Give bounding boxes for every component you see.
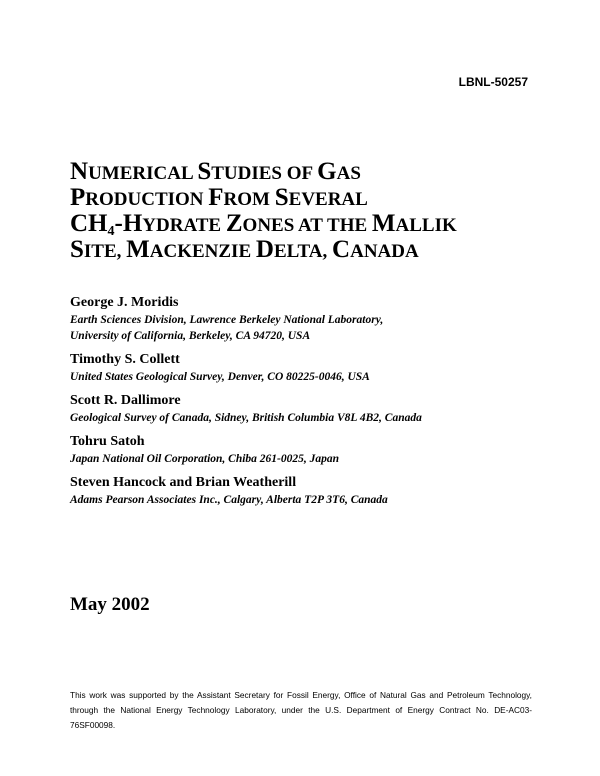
document-title [70, 160, 550, 264]
author-affiliation: United States Geological Survey, Denver, CO 80225-0046, USA [70, 371, 370, 383]
author-name: Timothy S. Collett [70, 352, 180, 367]
report-number: LBNL-50257 [458, 75, 528, 89]
author-affiliation: University of California, Berkeley, CA 94720, USA [70, 330, 311, 342]
author-list [70, 294, 550, 515]
author-name: Tohru Satoh [70, 434, 145, 449]
author-block [70, 294, 550, 344]
author-affiliation: Geological Survey of Canada, Sidney, British Columbia V8L 4B2, Canada [70, 412, 422, 424]
title-line-2: PRODUCTION FROM SEVERAL [70, 184, 368, 211]
author-block [70, 474, 550, 508]
funding-acknowledgment: This work was supported by the Assistant Secretary for Fossil Energy, Office of Natural Gas and Petroleum Technology, through the National Energy Technology Laboratory, under the U.S. Department of Energy Contract No. DE-AC03-76SF00098. [70, 690, 532, 731]
title-line-4: SITE, MACKENZIE DELTA, CANADA [70, 236, 419, 263]
title-line-3: $CH_4$-HYDRATE ZONES AT THE MALLIK [70, 210, 457, 239]
author-name: George J. Moridis [70, 295, 179, 310]
author-name: Steven Hancock and Brian Weatherill [70, 475, 297, 490]
author-affiliation: Adams Pearson Associates Inc., Calgary, Alberta T2P 3T6, Canada [70, 494, 388, 506]
author-block [70, 351, 550, 385]
author-block [70, 433, 550, 467]
author-affiliation: Japan National Oil Corporation, Chiba 261-0025, Japan [70, 453, 340, 465]
publication-date: May 2002 [70, 594, 150, 615]
author-name: Scott R. Dallimore [70, 393, 181, 408]
title-line-1: NUMERICAL STUDIES OF GAS [70, 158, 361, 185]
author-affiliation: Earth Sciences Division, Lawrence Berkeley National Laboratory, [70, 314, 384, 326]
author-block [70, 392, 550, 426]
